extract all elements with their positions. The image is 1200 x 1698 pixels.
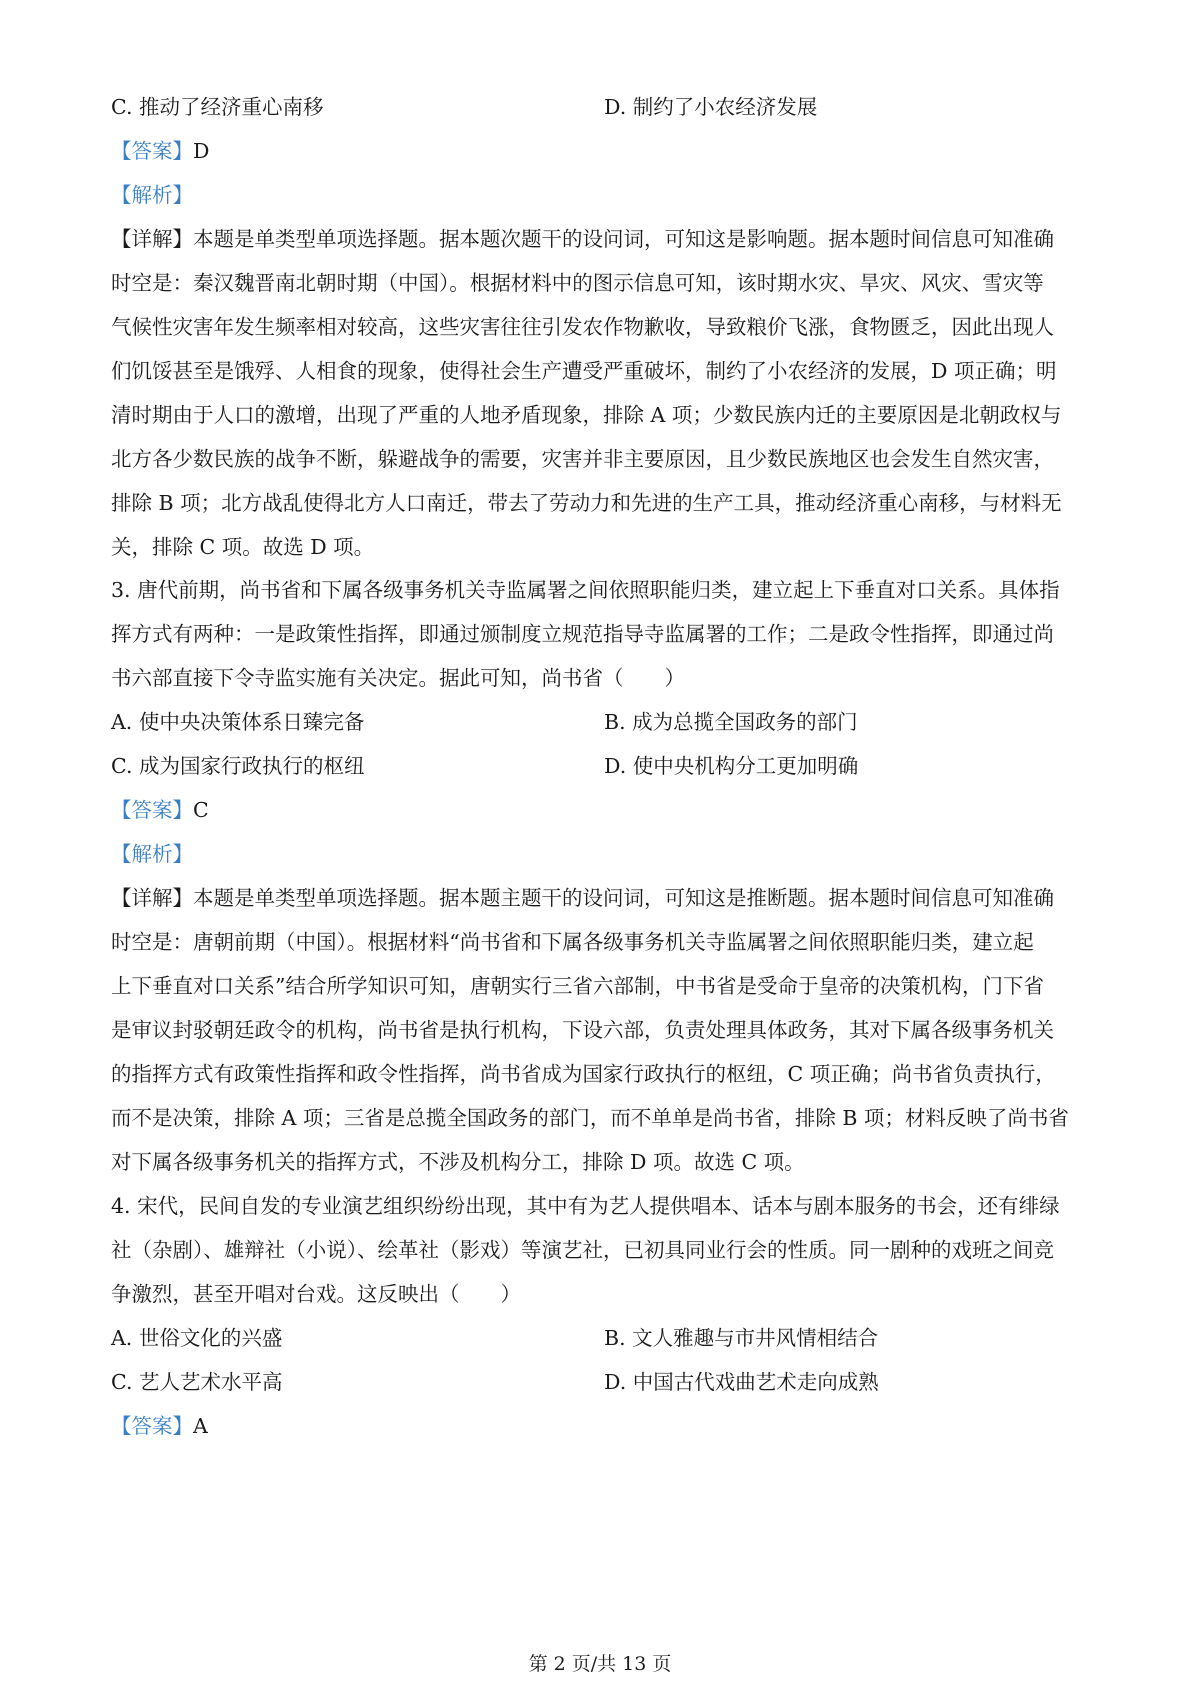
q3-detail-line: 对下属各级事务机关的指挥方式，不涉及机构分工，排除 D 项。故选 C 项。 bbox=[111, 1150, 805, 1174]
answer-value: A bbox=[193, 1414, 208, 1438]
q3-option-a: A. 使中央决策体系日臻完备 bbox=[111, 710, 365, 734]
analysis-tag: 【解析】 bbox=[111, 842, 193, 866]
q4-option-d: D. 中国古代戏曲艺术走向成熟 bbox=[604, 1370, 879, 1394]
q2-detail-line: 【详解】本题是单类型单项选择题。据本题次题干的设问词，可知这是影响题。据本题时间信息可知准确 bbox=[111, 227, 1054, 251]
q3-option-c: C. 成为国家行政执行的枢纽 bbox=[111, 754, 365, 778]
q2-detail-line: 排除 B 项；北方战乱使得北方人口南迁，带去了劳动力和先进的生产工具，推动经济重心南移，与材料无 bbox=[111, 491, 1062, 515]
q2-answer bbox=[111, 136, 209, 166]
q3-detail-line: 是审议封驳朝廷政令的机构，尚书省是执行机构，下设六部，负责处理具体政务，其对下属各级事务机关 bbox=[111, 1018, 1054, 1042]
answer-tag: 【答案】 bbox=[111, 139, 193, 163]
q3-stem-line: 书六部直接下令寺监实施有关决定。据此可知，尚书省（ ） bbox=[111, 666, 685, 690]
q3-detail-line: 上下垂直对口关系”结合所学知识可知，唐朝实行三省六部制，中书省是受命于皇帝的决策机构，门下省 bbox=[111, 974, 1044, 998]
q3-analysis-tag bbox=[111, 839, 193, 869]
q4-stem-line: 社（杂剧）、雄辩社（小说）、绘革社（影戏）等演艺社，已初具同业行会的性质。同一剧种的戏班之间竞 bbox=[111, 1238, 1054, 1262]
q2-detail-line: 关，排除 C 项。故选 D 项。 bbox=[111, 535, 375, 559]
q2-detail-line: 们饥馁甚至是饿殍、人相食的现象，使得社会生产遭受严重破坏，制约了小农经济的发展，D 项正确；明 bbox=[111, 359, 1057, 383]
q2-detail-line: 气候性灾害年发生频率相对较高，这些灾害往往引发农作物歉收，导致粮价飞涨，食物匮乏，因此出现人 bbox=[111, 315, 1054, 339]
q4-stem-line: 4. 宋代，民间自发的专业演艺组织纷纷出现，其中有为艺人提供唱本、话本与剧本服务的书会，还有绯绿 bbox=[111, 1194, 1060, 1218]
q2-detail-line: 清时期由于人口的激增，出现了严重的人地矛盾现象，排除 A 项；少数民族内迁的主要原因是北朝政权与 bbox=[111, 403, 1062, 427]
answer-tag: 【答案】 bbox=[111, 798, 193, 822]
q2-detail-line: 北方各少数民族的战争不断，躲避战争的需要，灾害并非主要原因，且少数民族地区也会发生自然灾害， bbox=[111, 447, 1054, 471]
page-number: 第 2 页/共 13 页 bbox=[528, 1653, 672, 1675]
q2-option-d: D. 制约了小农经济发展 bbox=[604, 95, 818, 119]
q3-option-b: B. 成为总揽全国政务的部门 bbox=[604, 710, 858, 734]
q3-stem-line: 挥方式有两种：一是政策性指挥，即通过颁制度立规范指导寺监属署的工作；二是政令性指挥，即通过尚 bbox=[111, 622, 1054, 646]
q2-option-c: C. 推动了经济重心南移 bbox=[111, 95, 324, 119]
q2-analysis-tag bbox=[111, 180, 193, 210]
q3-option-d: D. 使中央机构分工更加明确 bbox=[604, 754, 859, 778]
q4-option-c: C. 艺人艺术水平高 bbox=[111, 1370, 283, 1394]
q3-answer bbox=[111, 795, 209, 825]
q2-detail-line: 时空是：秦汉魏晋南北朝时期（中国）。根据材料中的图示信息可知，该时期水灾、旱灾、风灾、雪灾等 bbox=[111, 271, 1044, 295]
q3-detail-line: 【详解】本题是单类型单项选择题。据本题主题干的设问词，可知这是推断题。据本题时间信息可知准确 bbox=[111, 886, 1054, 910]
q4-answer bbox=[111, 1411, 208, 1441]
answer-tag: 【答案】 bbox=[111, 1414, 193, 1438]
analysis-tag: 【解析】 bbox=[111, 183, 193, 207]
answer-value: D bbox=[193, 139, 210, 163]
q3-detail-line: 的指挥方式有政策性指挥和政令性指挥，尚书省成为国家行政执行的枢纽，C 项正确；尚书省负责执行， bbox=[111, 1062, 1056, 1086]
q4-option-a: A. 世俗文化的兴盛 bbox=[111, 1326, 283, 1350]
q3-detail-line: 时空是：唐朝前期（中国）。根据材料“尚书省和下属各级事务机关寺监属署之间依照职能归类，建立起 bbox=[111, 930, 1034, 954]
q3-detail-line: 而不是决策，排除 A 项；三省是总揽全国政务的部门，而不单单是尚书省，排除 B 项；材料反映了尚书省 bbox=[111, 1106, 1069, 1130]
q4-stem-line: 争激烈，甚至开唱对台戏。这反映出（ ） bbox=[111, 1282, 521, 1306]
q4-option-b: B. 文人雅趣与市井风情相结合 bbox=[604, 1326, 879, 1350]
answer-value: C bbox=[193, 798, 209, 822]
q3-stem-line: 3. 唐代前期，尚书省和下属各级事务机关寺监属署之间依照职能归类，建立起上下垂直对口关系。具体指 bbox=[111, 578, 1060, 602]
